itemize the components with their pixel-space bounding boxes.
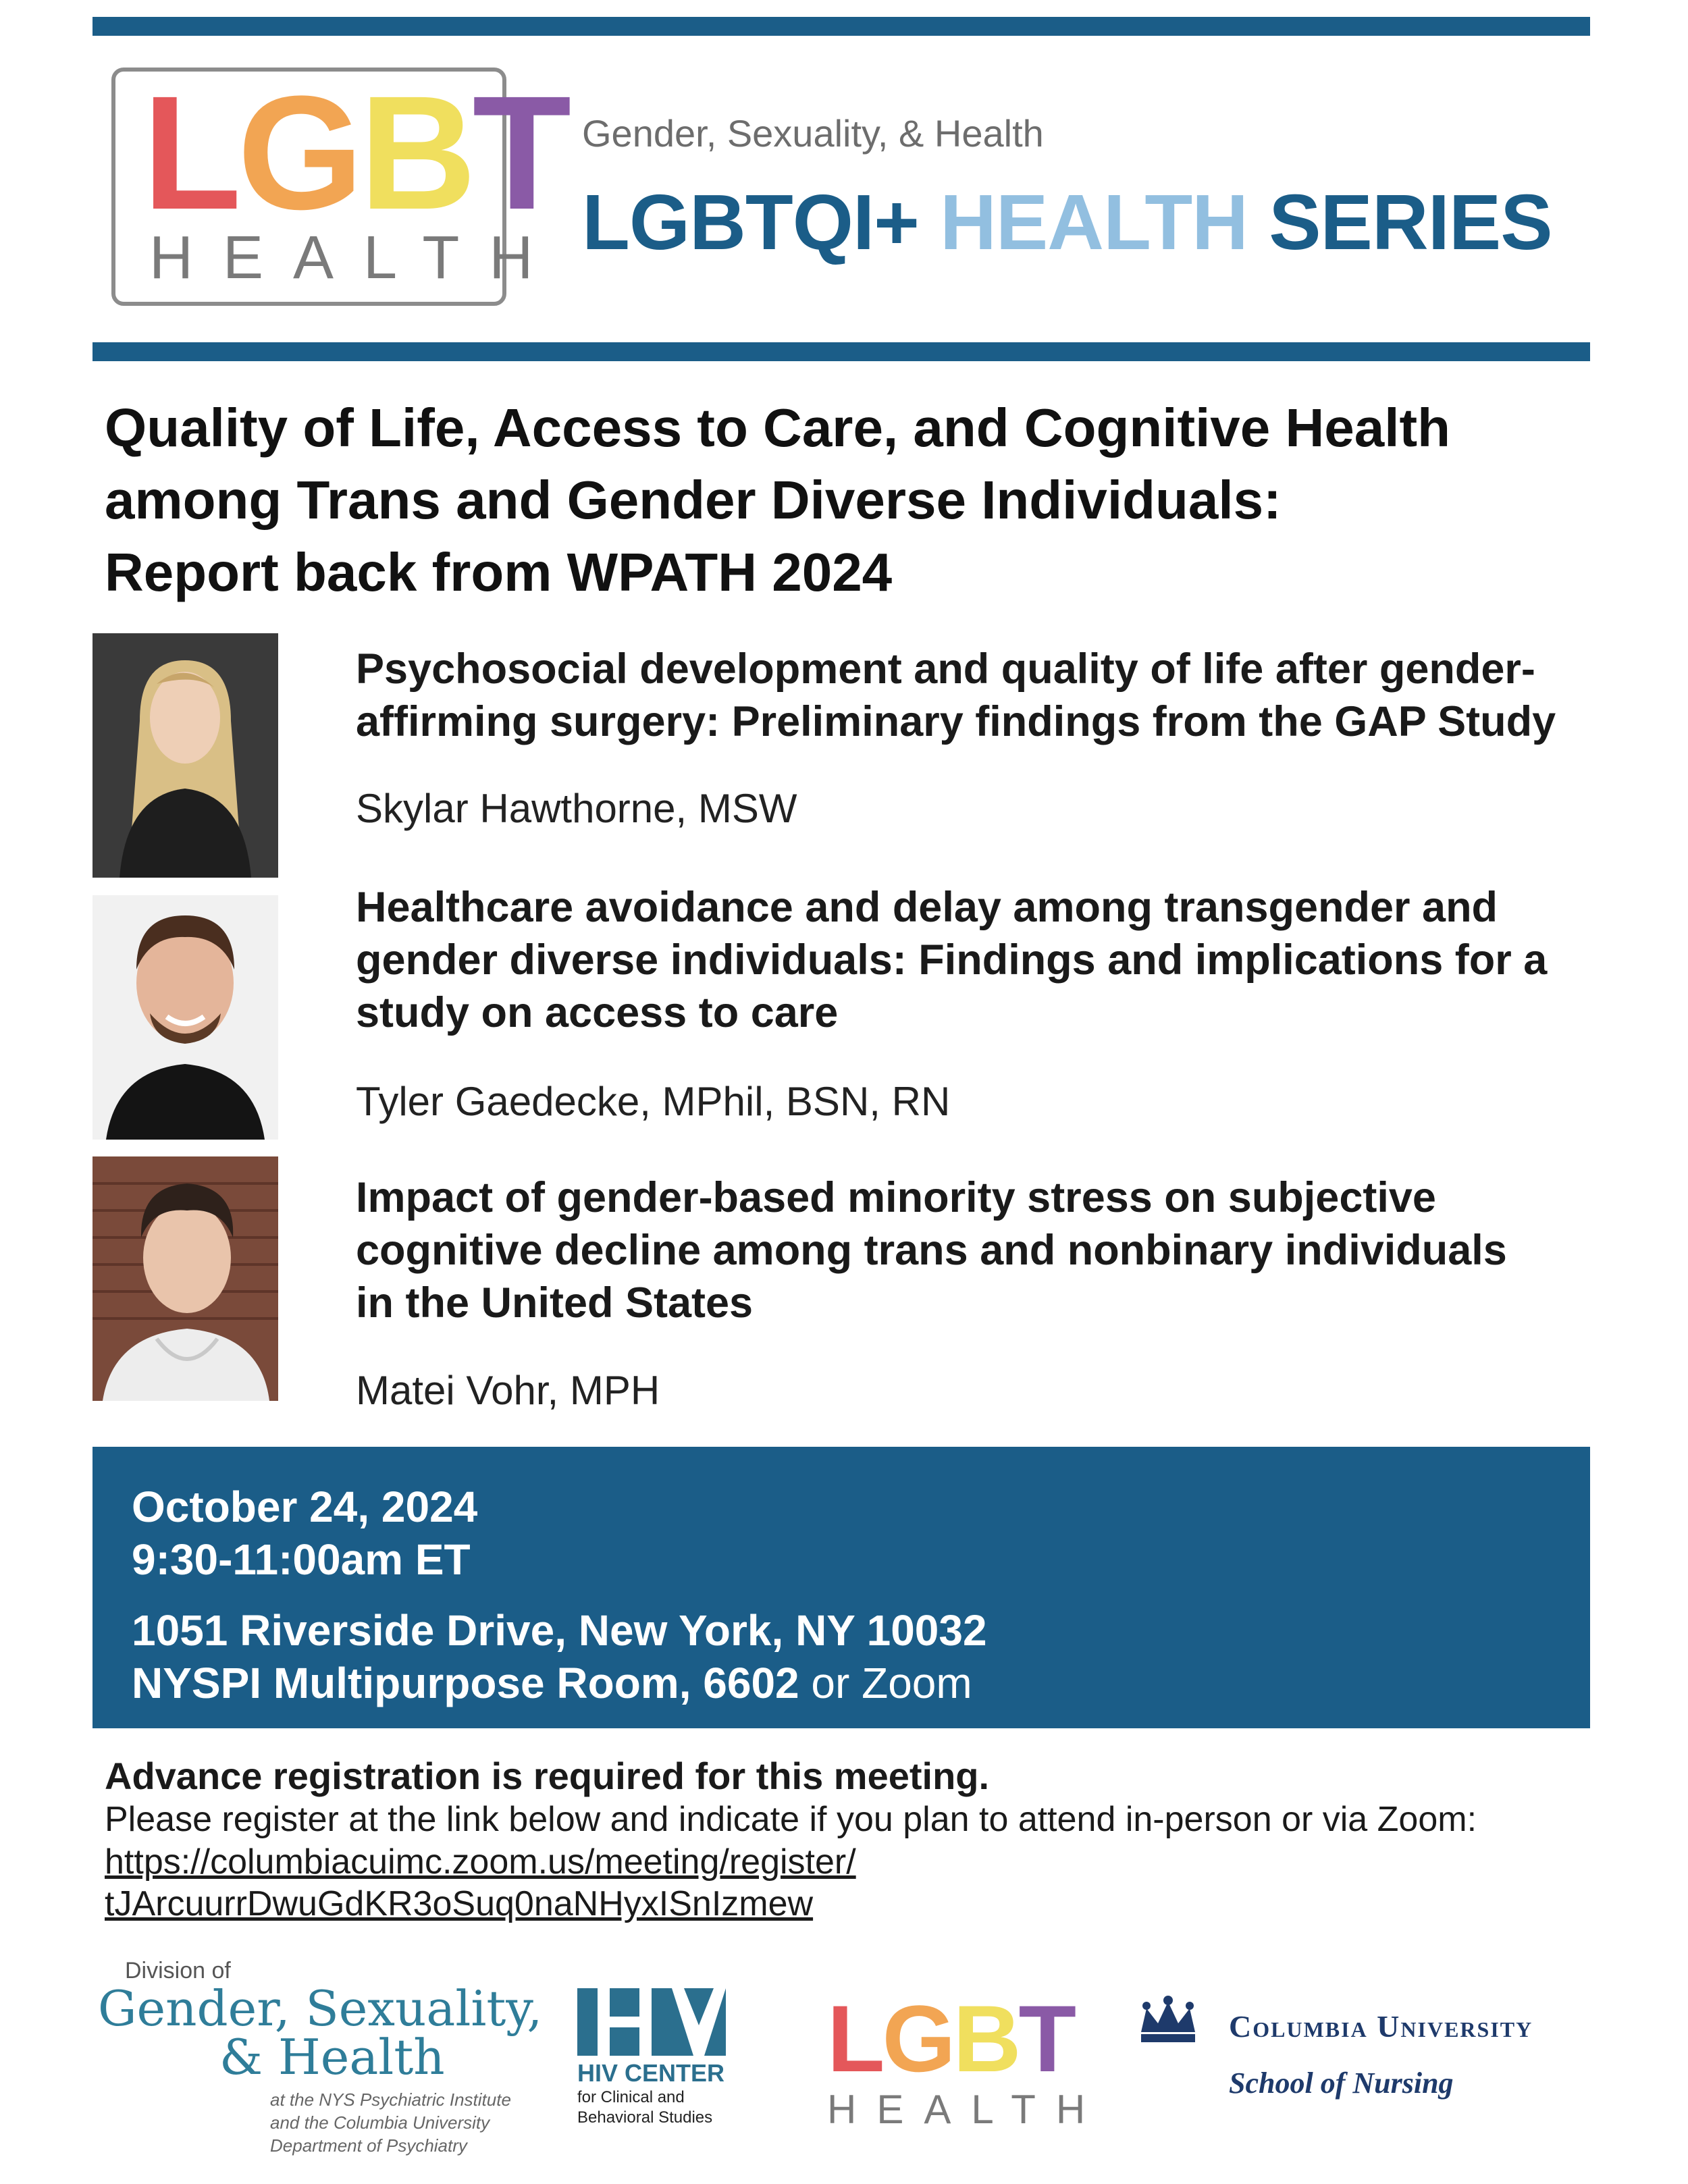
talk-title-line: Healthcare avoidance and delay among transgender and	[356, 884, 1498, 931]
lgbt-health-logo	[111, 62, 568, 306]
talk-title-line: Impact of gender-based minority stress on subjective	[356, 1174, 1436, 1221]
footer-logo-letter-b: B	[953, 1986, 1019, 2092]
series-title-part3: SERIES	[1269, 178, 1552, 266]
page-title-line: among Trans and Gender Diverse Individuals:	[105, 470, 1282, 530]
logo-letter-t: T	[472, 62, 568, 243]
registration-link[interactable]: tJArcuurrDwuGdKR3oSuq0naNHyxISnIzmew	[105, 1884, 814, 1923]
registration-link[interactable]: https://columbiacuimc.zoom.us/meeting/register/	[105, 1842, 856, 1882]
event-room-alt: or Zoom	[811, 1659, 972, 1707]
series-title-part2: HEALTH	[940, 178, 1248, 266]
dsh-logo-note-line: at the NYS Psychiatric Institute	[270, 2089, 511, 2110]
dsh-logo	[98, 1958, 542, 2157]
speaker-photo-matei-image	[93, 1156, 278, 1401]
hiv-center-sub: Behavioral Studies	[577, 2108, 713, 2127]
speaker-photo-matei	[93, 1156, 278, 1401]
dsh-logo-small: Division of	[125, 1958, 231, 1983]
series-kicker: Gender, Sexuality, & Health	[582, 112, 1044, 155]
footer-logo-letters	[827, 1986, 1105, 2092]
dsh-logo-note	[270, 2088, 542, 2157]
logo-letter-l: L	[142, 62, 238, 243]
talk-title-line: gender diverse individuals: Findings and implications for a	[356, 936, 1548, 984]
talk-title	[356, 881, 1591, 1039]
event-details	[93, 1447, 1590, 1728]
talk-title-line: cognitive decline among trans and nonbinary individuals	[356, 1227, 1507, 1274]
dsh-logo-note-line: and the Columbia University	[270, 2112, 490, 2133]
hiv-center-sub: for Clinical and	[577, 2088, 685, 2106]
top-rule	[93, 17, 1590, 36]
event-room-name: NYSPI Multipurpose Room, 6602	[132, 1659, 799, 1707]
crown-icon	[1134, 1995, 1202, 2049]
page-title-line: Quality of Life, Access to Care, and Cognitive Health	[105, 398, 1451, 458]
logo-word: HEALTH	[149, 224, 563, 292]
speaker-photo-tyler	[93, 895, 278, 1140]
page-title-line: Report back from WPATH 2024	[105, 542, 893, 602]
series-title	[582, 177, 1552, 267]
logo-letter-b: B	[359, 62, 473, 243]
talk-title-line: study on access to care	[356, 989, 839, 1036]
footer-logo-word: HEALTH	[827, 2087, 1106, 2132]
dsh-logo-note-line: Department of Psychiatry	[270, 2135, 467, 2156]
talk-title-line: Psychosocial development and quality of life after gender-	[356, 645, 1535, 693]
series-title-part1: LGBTQI+	[582, 178, 919, 266]
talk-title-line: affirming surgery: Preliminary findings from the GAP Study	[356, 698, 1556, 745]
page-title	[105, 392, 1590, 608]
speaker-name: Tyler Gaedecke, MPhil, BSN, RN	[356, 1079, 951, 1124]
registration-text: Please register at the link below and indicate if you plan to attend in-person or via Zoom:	[105, 1800, 1477, 1839]
talk-title	[356, 1171, 1591, 1329]
registration-heading: Advance registration is required for this meeting.	[105, 1755, 990, 1797]
dsh-logo-line2: & Health	[219, 2029, 445, 2085]
header-rule	[93, 342, 1590, 361]
event-room	[132, 1658, 972, 1708]
footer-logo-letter-g: G	[882, 1986, 953, 2092]
lgbt-health-footer-logo	[827, 1986, 1106, 2133]
talk-title	[356, 643, 1591, 748]
talk-title-line: in the United States	[356, 1279, 754, 1327]
speaker-photo-tyler-image	[93, 895, 278, 1140]
dsh-logo-line1: Gender, Sexuality,	[98, 1980, 543, 2037]
hiv-center-logo	[577, 1988, 726, 2128]
columbia-school: School of Nursing	[1229, 2067, 1454, 2100]
hiv-center-name: HIV CENTER	[577, 2059, 725, 2087]
footer-logo-letter-t: T	[1018, 1986, 1074, 2092]
logo-letters	[142, 62, 568, 243]
columbia-name: Columbia University	[1229, 2009, 1533, 2044]
logo-letter-g: G	[237, 62, 360, 243]
speaker-name: Skylar Hawthorne, MSW	[356, 786, 797, 831]
hiv-center-mark-icon	[577, 1988, 726, 2056]
event-date: October 24, 2024	[132, 1483, 478, 1531]
event-address: 1051 Riverside Drive, New York, NY 10032	[132, 1606, 987, 1655]
speaker-photo-skylar-image	[93, 633, 278, 878]
speaker-name: Matei Vohr, MPH	[356, 1368, 660, 1413]
footer-logo-letter-l: L	[827, 1986, 882, 2092]
speaker-photo-skylar	[93, 633, 278, 878]
event-time: 9:30-11:00am ET	[132, 1535, 471, 1584]
